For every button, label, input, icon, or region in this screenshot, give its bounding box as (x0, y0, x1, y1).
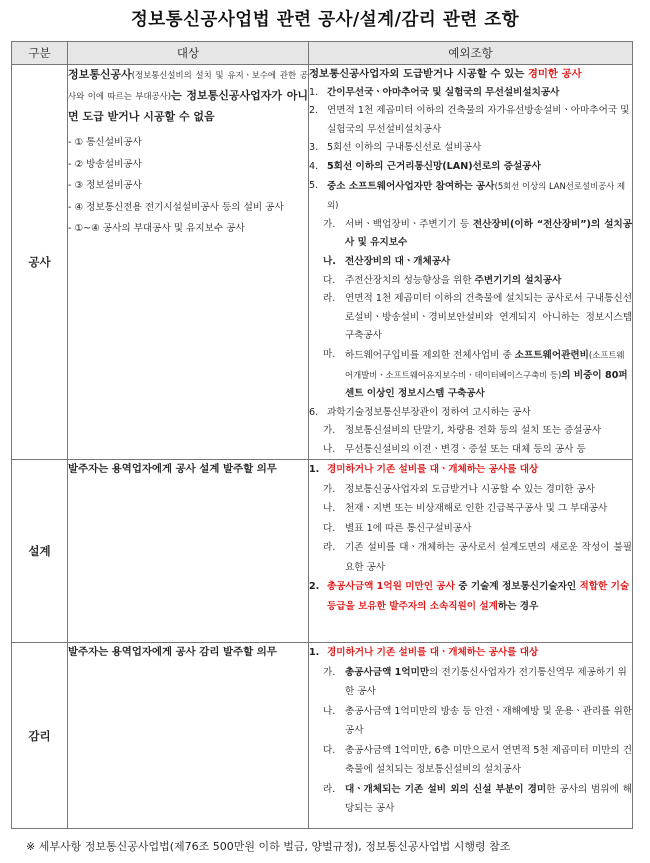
exception-subitem: 다. 주전산장치의 성능향상을 위한 주변기기의 설치공사 (323, 274, 562, 286)
exception-item: 6. 과학기술정보통신부장관이 정하여 고시하는 공사 (309, 406, 531, 418)
exception-subitem: 라. 연면적 1천 제곱미터 이하의 건축물에 설치되는 공사로서 구내통신선로설비ㆍ방송설비ㆍ경비보안설비와 연계되지 아니하는 정보시스템 구축공사 (323, 293, 632, 342)
exception-subitem: 나. 전산장비의 대ㆍ개체공사 (323, 255, 451, 267)
supervision-target: 발주자는 용역업자에게 공사 감리 발주할 의무 (68, 643, 309, 829)
exception-item: 2. 총공사금액 1억원 미만인 공사 중 기술계 정보통신기술자인 적합한 기술등급을 보유한 발주자의 소속직원이 설계하는 경우 (309, 581, 630, 612)
supervision-label: 감리 (12, 643, 68, 829)
target-item: - ② 방송설비공사 (68, 158, 142, 170)
exception-item: 1. 간이무선국ㆍ아마추어국 및 실험국의 무선설비설치공사 (309, 86, 560, 98)
target-item: - ①~④ 공사의 부대공사 및 유지보수 공사 (68, 223, 245, 234)
header-target: 대상 (68, 42, 309, 65)
construction-exception (309, 65, 633, 460)
exception-subitem: 마. 하드웨어구입비를 제외한 전체사업비 중 소프트웨어관련비(소프트웨어개발비ㆍ소프트웨어유지보수비ㆍ데이터베이스구축비 등)의 비중이 80퍼센트 이상인 정보시스템 구축공사 (323, 348, 628, 400)
regulation-table (11, 41, 633, 829)
exception-item: 5. 중소 소프트웨어사업자만 참여하는 공사(5회선 이상의 LAN선로설비공사 제외) (309, 179, 626, 211)
target-item: - ④ 정보통신전용 전기시설설비공사 등의 설비 공사 (68, 201, 284, 213)
exception-subitem: 다. 별표 1에 따른 통신구설비공사 (323, 522, 472, 534)
construction-label: 공사 (12, 65, 68, 460)
design-exception (309, 460, 633, 643)
exception-item: 3. 5회선 이하의 구내통신선로 설비공사 (309, 142, 482, 154)
exception-head: 정보통신공사업자외 도급받거나 시공할 수 있는 경미한 공사 (309, 68, 582, 80)
target-item: - ① 통신설비공사 (68, 137, 142, 148)
exception-item: 1. 경미하거나 기존 설비를 대ㆍ개체하는 공사를 대상 (309, 647, 539, 659)
header-row (12, 42, 633, 65)
exception-subitem: 나. 총공사금액 1억미만의 방송 등 안전ㆍ재해예방 및 운용ㆍ관리를 위한 공사 (323, 705, 632, 737)
exception-item: 1. 경미하거나 기존 설비를 대ㆍ개체하는 공사를 대상 (309, 464, 539, 476)
exception-subitem: 가. 총공사금액 1억미만의 전기통신사업자가 전기통신역무 제공하기 위한 공사 (323, 666, 627, 698)
supervision-exception (309, 643, 633, 829)
exception-subitem: 나. 무선통신설비의 이전ㆍ변경ㆍ증설 또는 대체 등의 공사 등 (323, 443, 586, 455)
exception-subitem: 라. 기존 설비를 대ㆍ개체하는 공사로서 설계도면의 새로운 작성이 불필요한 공사 (323, 542, 632, 573)
exception-subitem: 가. 정보통신설비의 단말기, 차량용 전화 등의 설치 또는 증설공사 (323, 425, 602, 437)
target-item: - ③ 정보설비공사 (68, 180, 142, 191)
exception-subitem: 라. 대ㆍ개체되는 기존 설비 외의 신설 부분이 경미한 공사의 범위에 해당되는 공사 (323, 783, 633, 815)
footnote: ※ 세부사항 정보통신공사업법(제76조 500만원 이하 벌금, 양벌규정), 정보통신공사업법 시행령 참조 (26, 840, 511, 853)
exception-subitem: 다. 총공사금액 1억미만, 6층 미만으로서 연면적 5천 제곱미터 미만의 건축물에 설치되는 정보통신설비의 설치공사 (323, 744, 632, 776)
exception-subitem: 가. 서버ㆍ백업장비ㆍ주변기기 등 전산장비(이하 “전산장비”)의 설치공사 및 유지보수 (323, 218, 633, 249)
construction-row (12, 65, 633, 460)
page-title: 정보통신공사업법 관련 공사/설계/감리 관련 조항 (130, 10, 520, 30)
construction-target (68, 65, 309, 460)
exception-subitem: 나. 천재ㆍ지변 또는 비상재해로 인한 긴급복구공사 및 그 부대공사 (323, 503, 608, 515)
supervision-row (12, 643, 633, 829)
exception-item: 4. 5회선 이하의 근거리통신망(LAN)선로의 증설공사 (309, 160, 541, 172)
design-target: 발주자는 용역업자에게 공사 설계 발주할 의무 (68, 460, 309, 643)
header-exception: 예외조항 (309, 42, 633, 65)
design-row (12, 460, 633, 643)
exception-subitem: 가. 정보통신공사업자외 도급받거나 시공할 수 있는 경미한 공사 (323, 483, 595, 495)
header-category: 구분 (12, 42, 68, 65)
exception-item: 2. 연면적 1천 제곱미터 이하의 건축물의 자가유선방송설비ㆍ아마추어국 및 실험국의 무선설비설치공사 (309, 105, 630, 135)
construction-target-head: 정보통신공사(정보통신설비의 설치 및 유지ㆍ보수에 관한 공사와 이에 따르는 부대공사)는 정보통신공사업자가 아니면 도급 받거나 시공할 수 없음 (68, 68, 309, 123)
design-label: 설계 (12, 460, 68, 643)
